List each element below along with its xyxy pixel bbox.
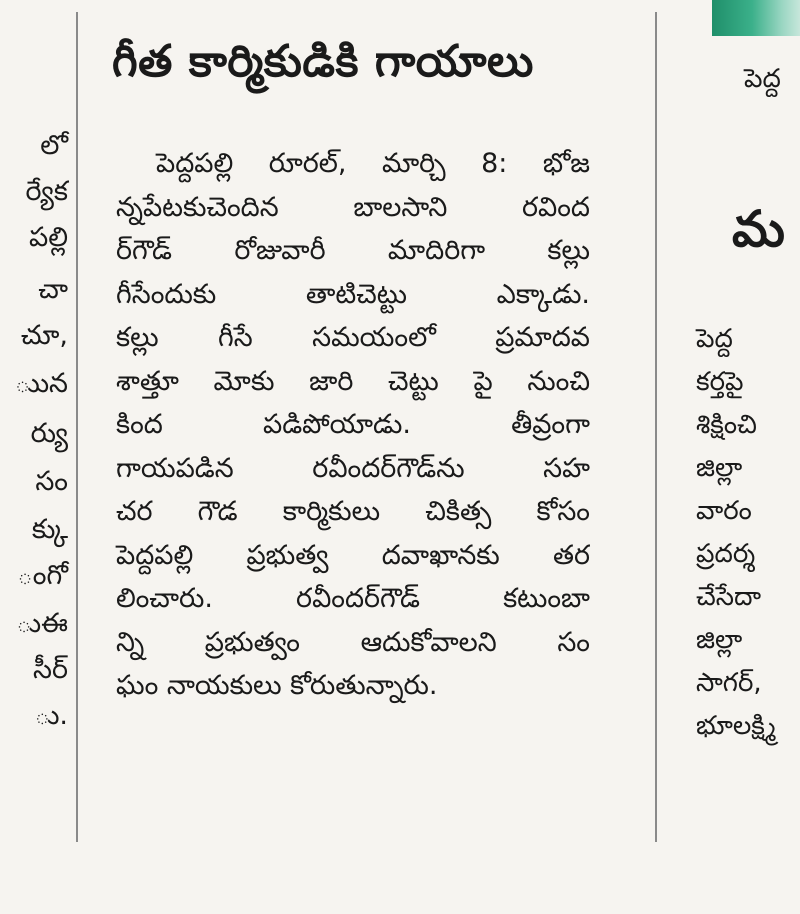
text-line: లో bbox=[40, 130, 68, 161]
text-line: శిక్షించి bbox=[696, 410, 757, 440]
text-line: న్నపేటకుచెందిన బాలసాని రవింద bbox=[116, 191, 590, 223]
left-column-fragment bbox=[0, 126, 70, 866]
photo-fragment bbox=[712, 0, 800, 36]
text-line: ుున bbox=[14, 368, 68, 399]
text-line: పెద్దపల్లి రూరల్, మార్చి 8: భోజ bbox=[156, 148, 590, 179]
text-line: సం bbox=[35, 466, 68, 497]
text-line: ర్‌గౌడ్ రోజువారీ మాదిరిగా కల్లు bbox=[116, 235, 590, 266]
text-line: ప్రదర్శ bbox=[696, 539, 756, 569]
text-line: ర్యు bbox=[30, 418, 68, 449]
text-line: లించారు. రవీందర్‌గౌడ్ కటుంబా bbox=[116, 583, 590, 614]
text-line: జిల్లా bbox=[696, 453, 743, 483]
article-headline: గీత కార్మికుడికి గాయాలు bbox=[112, 36, 534, 87]
text-line: కర్తపై bbox=[696, 367, 744, 397]
text-line: భూలక్ష్మి bbox=[696, 711, 776, 741]
text-line: ర్యేక bbox=[25, 176, 68, 207]
text-line: పల్లి bbox=[29, 222, 68, 253]
photo-caption: పెద్ద bbox=[744, 64, 781, 94]
column-rule-right bbox=[655, 12, 657, 842]
text-line: కల్లు గీసే సమయంలో ప్రమాదవ bbox=[116, 322, 590, 353]
text-line: పెద్ద bbox=[696, 324, 733, 354]
text-line: పెద్దపల్లి ప్రభుత్వ దవాఖానకు తర bbox=[116, 539, 590, 571]
text-line: ు. bbox=[34, 700, 68, 731]
right-article-headline: మ bbox=[732, 200, 785, 258]
text-line: న్ని ప్రభుత్వం ఆదుకోవాలని సం bbox=[116, 626, 590, 658]
text-line: గాయపడిన రవీందర్‌గౌడ్‌ను సహ bbox=[116, 452, 590, 484]
text-line: సాగర్, bbox=[696, 668, 762, 698]
text-line: చా bbox=[38, 274, 68, 305]
text-line: క్కు bbox=[31, 514, 68, 545]
right-column-fragment bbox=[668, 0, 800, 914]
text-line: ుఈ bbox=[16, 608, 68, 639]
article-body bbox=[116, 142, 590, 708]
text-line: కింద పడిపోయాడు. తీవ్రంగా bbox=[116, 409, 590, 440]
column-rule-left bbox=[76, 12, 78, 842]
text-line: ఘం నాయకులు కోరుతున్నారు. bbox=[116, 670, 438, 701]
text-line: వారం bbox=[696, 496, 752, 526]
right-article-body bbox=[696, 318, 776, 748]
text-line: సీర్ bbox=[33, 654, 68, 685]
text-line: చర గౌడ కార్మికులు చికిత్స కోసం bbox=[116, 496, 590, 527]
text-line: చేసేదా bbox=[696, 582, 762, 612]
text-line: చూ, bbox=[20, 320, 68, 351]
news-article bbox=[112, 30, 590, 701]
text-line: జిల్లా bbox=[696, 625, 743, 655]
text-line: ంగో bbox=[17, 560, 68, 591]
text-line: గీసేందుకు తాటిచెట్టు ఎక్కాడు. bbox=[116, 278, 590, 310]
text-line: శాత్తూ మోకు జారి చెట్టు పై నుంచి bbox=[116, 365, 590, 397]
